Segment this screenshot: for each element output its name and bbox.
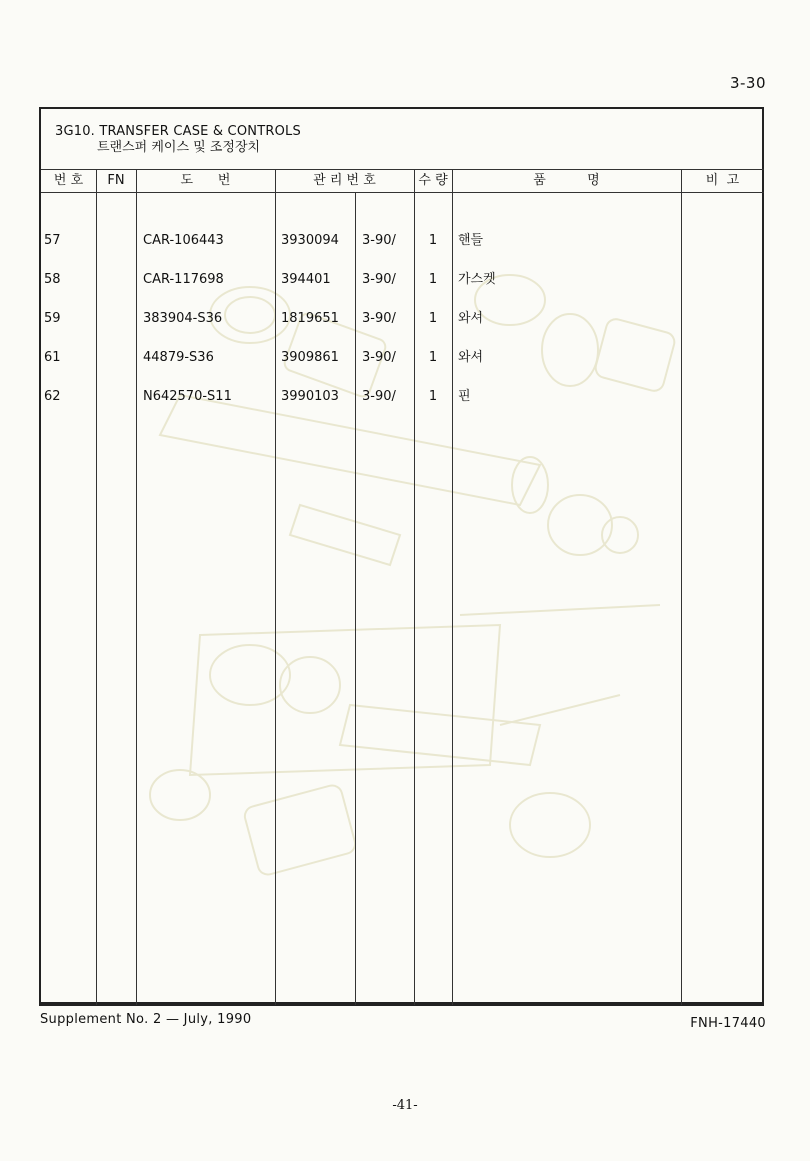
table-cell-no: 58 (44, 272, 61, 287)
table-cell-no: 57 (44, 233, 61, 248)
table-cell-quantity: 1 (428, 233, 438, 248)
supplement-note: Supplement No. 2 — July, 1990 (40, 1012, 252, 1027)
col-divider-5 (452, 169, 453, 1005)
header-no: 번 호 (53, 173, 84, 188)
col-divider-6 (681, 169, 682, 1005)
header-drawing-no: 도 번 (180, 173, 231, 188)
table-cell-drawing-no: 44879-S36 (143, 350, 214, 365)
table-cell-no: 62 (44, 389, 61, 404)
table-cell-part-name: 가스켓 (458, 272, 496, 287)
table-cell-drawing-no: 383904-S36 (143, 311, 223, 326)
table-cell-quantity: 1 (428, 350, 438, 365)
table-cell-no: 61 (44, 350, 61, 365)
table-cell-drawing-no: N642570-S11 (143, 389, 232, 404)
document-code: FNH-17440 (690, 1016, 766, 1031)
section-title-korean: 트랜스퍼 케이스 및 조정장치 (97, 140, 261, 155)
section-title: 3G10. TRANSFER CASE & CONTROLS (55, 124, 301, 139)
table-cell-date: 3-90/ (362, 233, 396, 248)
page-number: 3-30 (729, 74, 766, 92)
table-cell-date: 3-90/ (362, 350, 396, 365)
table-cell-date: 3-90/ (362, 311, 396, 326)
table-cell-quantity: 1 (428, 389, 438, 404)
col-divider-1 (96, 169, 97, 1005)
table-cell-date: 3-90/ (362, 272, 396, 287)
table-cell-date: 3-90/ (362, 389, 396, 404)
table-cell-management-no: 394401 (281, 272, 331, 287)
table-cell-quantity: 1 (428, 311, 438, 326)
column-no (44, 208, 61, 416)
column-part-name (458, 208, 496, 416)
table-cell-quantity: 1 (428, 272, 438, 287)
table-cell-part-name: 와셔 (458, 350, 484, 365)
table-cell-management-no: 3909861 (281, 350, 339, 365)
table-cell-drawing-no: CAR-106443 (143, 233, 224, 248)
header-management-no: 관 리 번 호 (313, 173, 376, 188)
page-footer-number: -41- (392, 1098, 418, 1113)
col-divider-mgmt-split (355, 192, 356, 1005)
header-fn: FN (107, 173, 125, 188)
table-cell-drawing-no: CAR-117698 (143, 272, 224, 287)
header-remarks: 비 고 (705, 173, 740, 188)
header-part-name: 품 명 (533, 173, 600, 188)
col-divider-3 (275, 169, 276, 1005)
column-date (362, 208, 396, 416)
table-cell-part-name: 핀 (458, 389, 471, 404)
table-cell-management-no: 1819651 (281, 311, 339, 326)
table-cell-management-no: 3930094 (281, 233, 339, 248)
col-divider-2 (136, 169, 137, 1005)
table-cell-part-name: 핸들 (458, 233, 484, 248)
table-cell-part-name: 와셔 (458, 311, 484, 326)
table-cell-management-no: 3990103 (281, 389, 339, 404)
column-quantity (414, 208, 452, 416)
column-management-no (281, 208, 339, 416)
table-cell-no: 59 (44, 311, 61, 326)
column-drawing-no (143, 208, 232, 416)
table-rule-header (41, 192, 764, 193)
header-quantity: 수 량 (418, 173, 448, 188)
